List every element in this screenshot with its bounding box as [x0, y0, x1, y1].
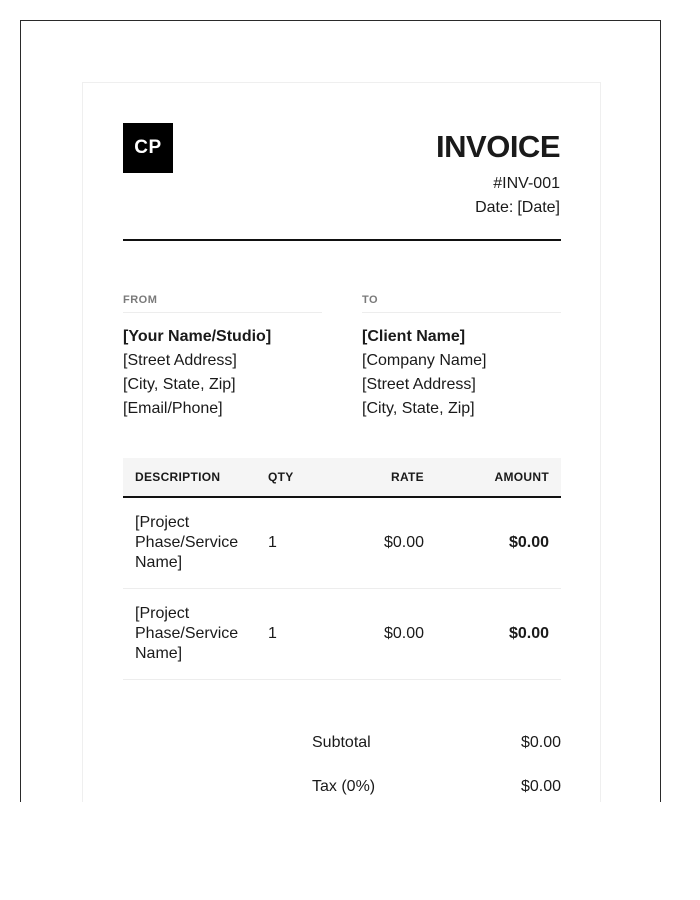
invoice-sheet — [82, 82, 601, 802]
from-city: [City, State, Zip] — [123, 376, 236, 393]
item-amount: $0.00 — [436, 589, 561, 680]
to-section — [362, 294, 561, 421]
item-rate: $0.00 — [316, 497, 436, 589]
item-amount: $0.00 — [436, 497, 561, 589]
tax-value: $0.00 — [520, 778, 561, 795]
tax-label: Tax (0%) — [312, 778, 376, 795]
column-header-qty: QTY — [256, 458, 316, 497]
item-qty: 1 — [256, 497, 316, 589]
subtotal-value: $0.00 — [520, 734, 561, 751]
to-company: [Company Name] — [362, 352, 487, 369]
table-row — [123, 497, 561, 589]
to-street: [Street Address] — [362, 376, 476, 393]
from-contact: [Email/Phone] — [123, 400, 223, 417]
invoice-date-label: Date: — [475, 199, 514, 216]
to-city: [City, State, Zip] — [362, 400, 475, 417]
invoice-title: INVOICE — [436, 129, 560, 164]
item-description: [Project Phase/Service Name] — [123, 589, 256, 680]
item-description: [Project Phase/Service Name] — [123, 497, 256, 589]
invoice-number: #INV-001 — [493, 175, 560, 192]
table-header-row — [123, 458, 561, 497]
from-street: [Street Address] — [123, 352, 237, 369]
from-label: FROM — [123, 294, 322, 313]
from-name: [Your Name/Studio] — [123, 328, 272, 345]
subtotal-label: Subtotal — [312, 734, 371, 751]
table-row — [123, 589, 561, 680]
invoice-date — [475, 199, 560, 217]
column-header-amount: AMOUNT — [436, 458, 561, 497]
column-header-rate: RATE — [316, 458, 436, 497]
document-frame — [20, 20, 661, 802]
header-divider — [123, 239, 561, 241]
subtotal-row — [312, 734, 561, 752]
invoice-date-value: [Date] — [517, 199, 560, 216]
to-name: [Client Name] — [362, 328, 466, 345]
to-label: TO — [362, 294, 561, 313]
tax-row — [312, 778, 561, 796]
item-qty: 1 — [256, 589, 316, 680]
logo-text: CP — [134, 137, 162, 158]
item-rate: $0.00 — [316, 589, 436, 680]
column-header-description: DESCRIPTION — [123, 458, 256, 497]
studio-logo — [123, 123, 173, 173]
line-items-table — [123, 458, 561, 680]
from-section — [123, 294, 322, 421]
